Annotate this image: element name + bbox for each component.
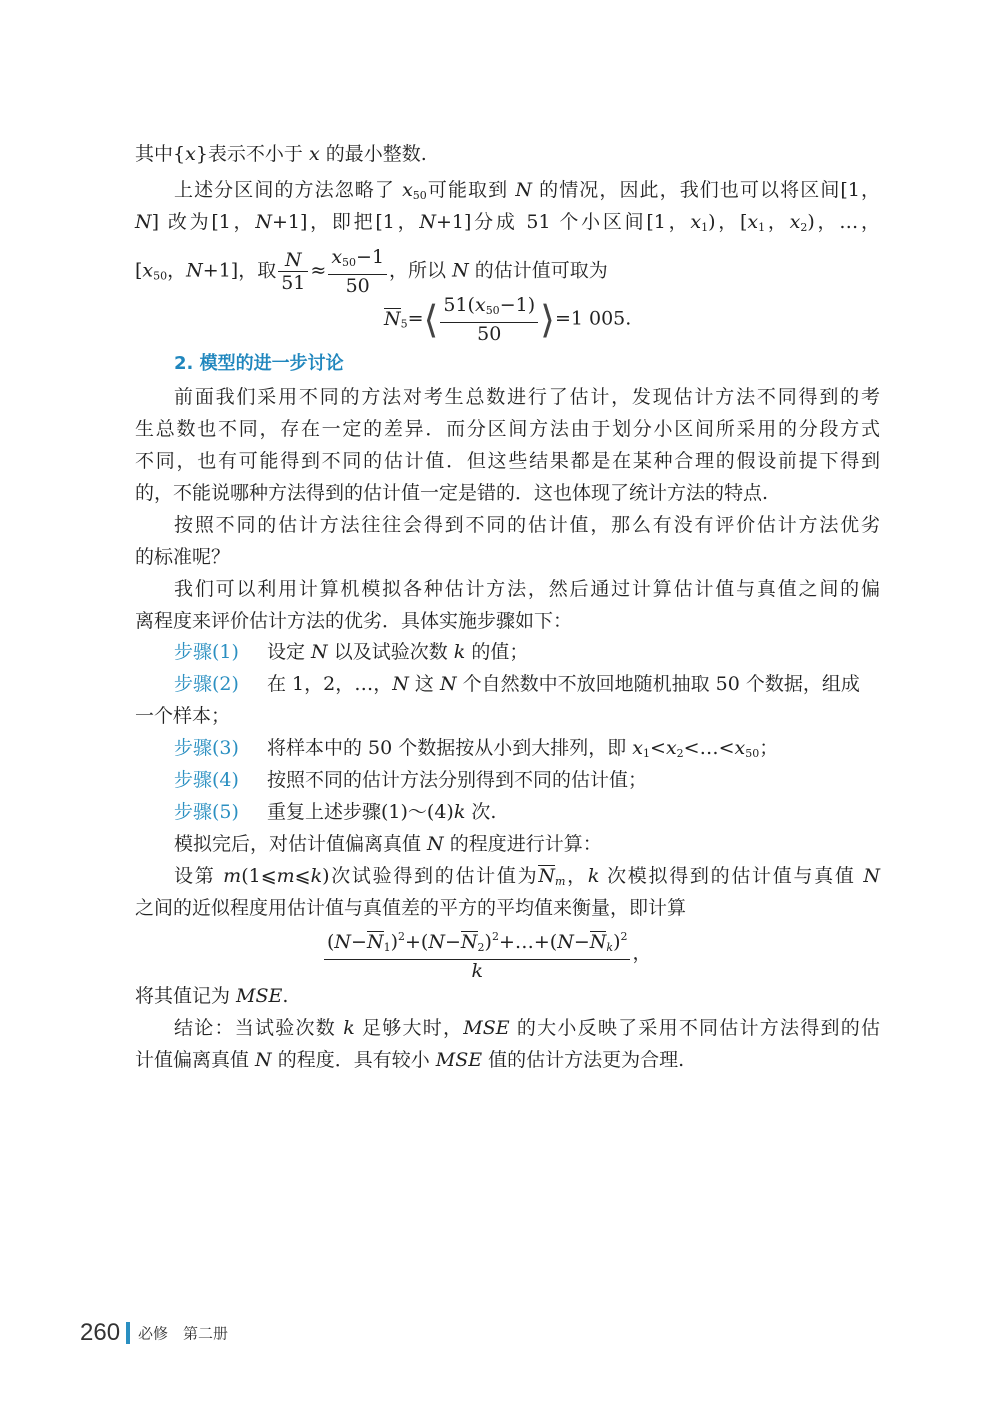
para2-line4: 的，不能说哪种方法得到的估计值一定是错的．这也体现了统计方法的特点. [135, 482, 769, 504]
formula-mse: $\frac{(N-N_1)^2+(N-N_2)^2+\dots+(N-N_k)^2}{k}$ ， [322, 926, 652, 982]
para6-line2: 之间的近似程度用估计值与真值差的平方的平均值来衡量，即计算 [135, 897, 687, 919]
step-5-label: 步骤(5) [174, 801, 239, 823]
step-4-label: 步骤(4) [174, 769, 239, 791]
step-1: 步骤(1) 设定 N 以及试验次数 k 的值； [174, 636, 880, 668]
para6-line1: 设第 m(1⩽m⩽k)次试验得到的估计值为$N_m$，k 次模拟得到的估计值与真值 N [174, 865, 880, 888]
para4-line1: 我们可以利用计算机模拟各种估计方法，然后通过计算估计值与真值之间的偏 [174, 578, 880, 600]
book-title: 必修 第二册 [138, 1324, 229, 1343]
step-4: 步骤(4) 按照不同的估计方法分别得到不同的估计值； [174, 764, 880, 796]
footer-accent-bar [126, 1322, 130, 1344]
para8-line2: 计值偏离真值 N 的程度．具有较小 MSE 值的估计方法更为合理. [135, 1049, 685, 1071]
step-2-continuation: 一个样本； [135, 705, 231, 727]
left-ceiling-brace: ⟨ [423, 297, 439, 342]
fraction-n-over-51: $\frac{N}{51}$ [278, 249, 308, 294]
para2-line3: 不同，也有可能得到不同的估计值．但这些结果都是在某种合理的假设前提下得到 [135, 450, 880, 472]
section-heading: 2. 模型的进一步讨论 [174, 353, 344, 374]
para1-line4: [$x_{50}$，N+1]，取 $\frac{N}{51}$ ≈ $\frac{x_{50}-1}{50}$ ，所以 N 的估计值可取为 [135, 246, 608, 297]
para4-line2: 离程度来评价估计方法的优劣．具体实施步骤如下： [135, 610, 573, 632]
page-footer [80, 1319, 228, 1349]
para1-line2: 上述分区间的方法忽略了 $x_{50}$可能取到 N 的情况，因此，我们也可以将区间[1， [174, 179, 880, 202]
step-5: 步骤(5) 重复上述步骤(1)～(4)k 次. [174, 796, 880, 828]
right-ceiling-brace: ⟩ [540, 297, 555, 342]
para5: 模拟完后，对估计值偏离真值 N 的程度进行计算： [174, 833, 602, 855]
step-3: 步骤(3) 将样本中的 50 个数据按从小到大排列，即 $x_1<x_2<\dots<x_{50}$； [174, 732, 880, 764]
page-number: 260 [80, 1319, 121, 1346]
step-2-label: 步骤(2) [174, 673, 239, 695]
step-1-label: 步骤(1) [174, 641, 239, 663]
fraction-x50-over-50: $\frac{x_{50}-1}{50}$ [328, 246, 387, 297]
para8-line1: 结论：当试验次数 k 足够大时，MSE 的大小反映了采用不同估计方法得到的估 [174, 1017, 880, 1039]
para2-line2: 生总数也不同，存在一定的差异．而分区间方法由于划分小区间所采用的分段方式 [135, 418, 880, 440]
para3-line1: 按照不同的估计方法往往会得到不同的估计值，那么有没有评价估计方法优劣 [174, 514, 880, 536]
para1-line3: N] 改为[1，N+1]，即把[1，N+1]分成 51 个小区间[1，$x_1$)，[$x_1$，$x_2$)，…， [135, 211, 880, 234]
step-2: 步骤(2) 在 1，2，…，N 这 N 个自然数中不放回地随机抽取 50 个数据，组成 [174, 668, 880, 700]
para7: 将其值记为 MSE. [135, 985, 289, 1007]
para1-line1: 其中{x}表示不小于 x 的最小整数. [135, 143, 427, 165]
para2-line1: 前面我们采用不同的方法对考生总数进行了估计，发现估计方法不同得到的考 [174, 386, 880, 408]
step-3-label: 步骤(3) [174, 737, 239, 759]
formula-n5: $N_5=⟨$ $\frac{51(x_{50}-1)}{50}$ ⟩=1 005. [384, 294, 632, 345]
para3-line2: 的标准呢？ [135, 546, 231, 568]
